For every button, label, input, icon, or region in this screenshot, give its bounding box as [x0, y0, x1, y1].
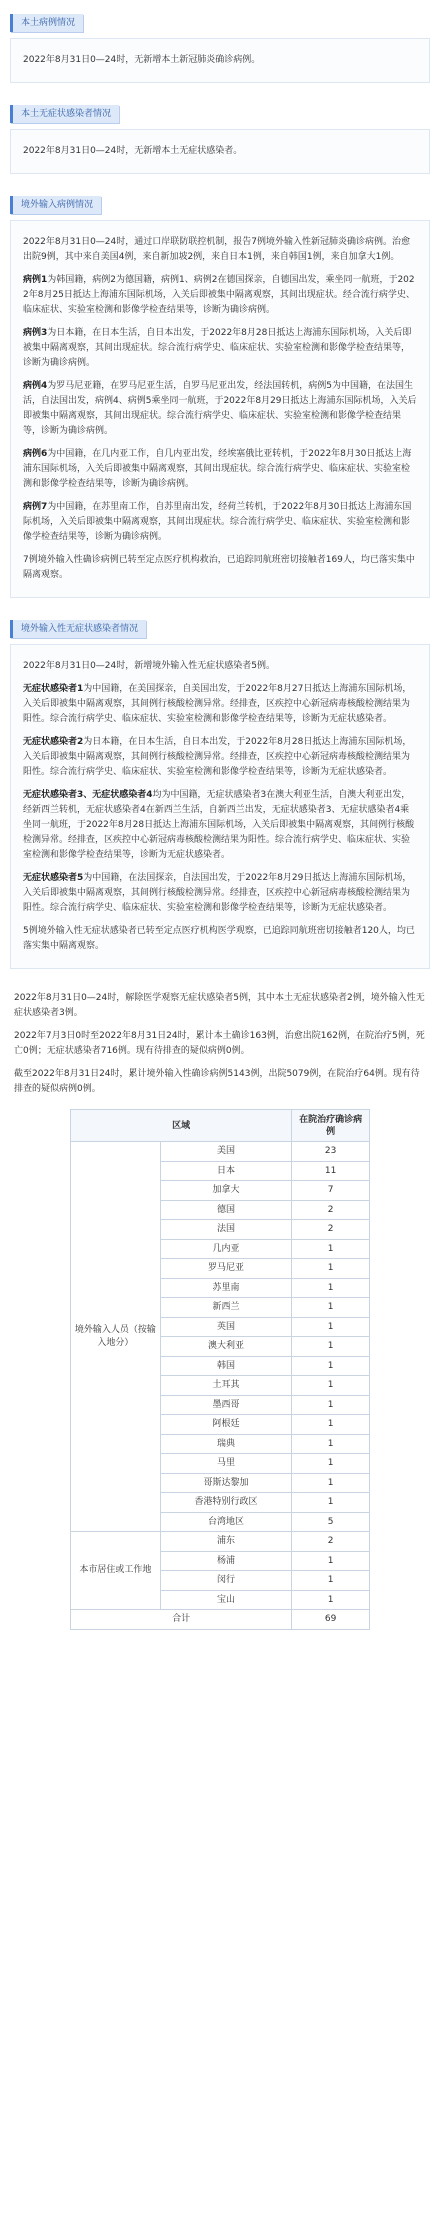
case-count-cell: 23 — [292, 1142, 370, 1162]
region-name-cell: 瑞典 — [160, 1434, 292, 1454]
table-row — [71, 1142, 370, 1162]
imported-asymptomatic-box — [10, 644, 430, 969]
section-tag-imported-cases: 境外输入病例情况 — [10, 196, 101, 214]
summary-block — [8, 983, 432, 1097]
table-group-cell: 本市居住或工作地 — [71, 1532, 161, 1610]
region-name-cell: 香港特别行政区 — [160, 1493, 292, 1513]
region-name-cell: 杨浦 — [160, 1551, 292, 1571]
region-name-cell: 阿根廷 — [160, 1415, 292, 1435]
case-lead: 病例4 — [23, 381, 48, 391]
case-count-cell: 5 — [292, 1512, 370, 1532]
case-count-cell: 1 — [292, 1356, 370, 1376]
case-paragraph — [23, 273, 417, 318]
region-name-cell: 马里 — [160, 1454, 292, 1474]
region-name-cell: 德国 — [160, 1200, 292, 1220]
local-cases-text: 2022年8月31日0—24时，无新增本土新冠肺炎确诊病例。 — [23, 55, 261, 65]
case-count-cell: 1 — [292, 1454, 370, 1474]
region-name-cell: 美国 — [160, 1142, 292, 1162]
imported-asymptomatic-intro: 2022年8月31日0—24时，新增境外输入性无症状感染者5例。 — [23, 661, 275, 671]
case-text: 为日本籍，在日本生活，自日本出发，于2022年8月28日抵达上海浦东国际机场，入关后即被集中隔离观察，其间出现症状。综合流行病学史、临床症状、实验室检测和影像学检查结果等，诊断为确诊病例。 — [23, 328, 412, 368]
case-count-cell: 1 — [292, 1278, 370, 1298]
case-count-cell: 1 — [292, 1259, 370, 1279]
case-count-cell: 1 — [292, 1317, 370, 1337]
asymptomatic-lead: 无症状感染者2 — [23, 737, 84, 747]
local-cases-box — [10, 38, 430, 83]
case-paragraph — [23, 326, 417, 371]
asymptomatic-paragraph — [23, 788, 417, 863]
case-count-cell: 1 — [292, 1239, 370, 1259]
header-count: 在院治疗确诊病例 — [292, 1110, 370, 1142]
region-name-cell: 日本 — [160, 1161, 292, 1181]
region-name-cell: 土耳其 — [160, 1376, 292, 1396]
case-count-cell: 1 — [292, 1337, 370, 1357]
total-count-cell: 69 — [292, 1610, 370, 1630]
case-paragraph — [23, 379, 417, 439]
case-lead: 病例3 — [23, 328, 48, 338]
section-tag-imported-asymptomatic: 境外输入性无症状感染者情况 — [10, 620, 146, 638]
imported-cases-intro: 2022年8月31日0—24时，通过口岸联防联控机制，报告7例境外输入性新冠肺炎确诊病例。治愈出院9例，其中来自美国4例，来自新加坡2例，来自日本1例，来自韩国1例，来自加拿大1例。 — [23, 237, 410, 262]
case-count-cell: 1 — [292, 1434, 370, 1454]
case-text: 为中国籍，在几内亚工作，自几内亚出发，经埃塞俄比亚转机，于2022年8月30日抵达上海浦东国际机场，入关后即被集中隔离观察，其间出现症状。综合流行病学史、临床症状、实验室检测和影像学检查结果等，诊断为确诊病例。 — [23, 449, 412, 489]
case-lead: 病例7 — [23, 502, 48, 512]
summary-paragraph: 截至2022年8月31日24时，累计境外输入性确诊病例5143例，出院5079例，在院治疗64例。现有待排查的疑似病例0例。 — [14, 1069, 420, 1094]
imported-cases-closing: 7例境外输入性确诊病例已转至定点医疗机构救治，已追踪同航班密切接触者169人，均已落实集中隔离观察。 — [23, 555, 415, 580]
total-label-cell: 合计 — [71, 1610, 292, 1630]
imported-asymptomatic-closing: 5例境外输入性无症状感染者已转至定点医疗机构医学观察，已追踪同航班密切接触者120人，均已落实集中隔离观察。 — [23, 926, 415, 951]
region-name-cell: 澳大利亚 — [160, 1337, 292, 1357]
region-name-cell: 苏里南 — [160, 1278, 292, 1298]
asymptomatic-text: 为中国籍，在法国探亲，自法国出发，于2022年8月29日抵达上海浦东国际机场，入关后即被集中隔离观察，其间例行核酸检测异常。经排查，区疾控中心新冠病毒核酸检测结果为阳性。综合流行病学史、临床症状、实验室检测和影像学检查结果等，诊断为无症状感染者。 — [23, 873, 412, 913]
region-name-cell: 法国 — [160, 1220, 292, 1240]
case-count-cell: 1 — [292, 1298, 370, 1318]
case-count-cell: 11 — [292, 1161, 370, 1181]
asymptomatic-lead: 无症状感染者1 — [23, 684, 84, 694]
asymptomatic-text: 为中国籍，在美国探亲，自美国出发，于2022年8月27日抵达上海浦东国际机场，入关后即被集中隔离观察，其间例行核酸检测异常。经排查，区疾控中心新冠病毒核酸检测结果为阳性。综合流行病学史、临床症状、实验室检测和影像学检查结果等，诊断为无症状感染者。 — [23, 684, 412, 724]
region-name-cell: 台湾地区 — [160, 1512, 292, 1532]
hospitalized-cases-table — [70, 1109, 370, 1630]
case-text: 为中国籍，在苏里南工作，自苏里南出发，经荷兰转机，于2022年8月30日抵达上海浦东国际机场，入关后即被集中隔离观察，其间出现症状。综合流行病学史、临床症状、实验室检测和影像学检查结果等，诊断为确诊病例。 — [23, 502, 412, 542]
asymptomatic-paragraph — [23, 735, 417, 780]
section-tag-local-cases: 本土病例情况 — [10, 14, 83, 32]
summary-paragraph: 2022年7月3日0时至2022年8月31日24时，累计本土确诊163例，治愈出院162例，在院治疗5例，死亡0例；无症状感染者716例。现有待排查的疑似病例0例。 — [14, 1031, 425, 1056]
case-count-cell: 1 — [292, 1473, 370, 1493]
header-region: 区域 — [71, 1110, 292, 1142]
region-name-cell: 宝山 — [160, 1590, 292, 1610]
asymptomatic-paragraph — [23, 871, 417, 916]
case-count-cell: 7 — [292, 1181, 370, 1201]
region-name-cell: 几内亚 — [160, 1239, 292, 1259]
case-count-cell: 2 — [292, 1532, 370, 1552]
case-text: 为罗马尼亚籍，在罗马尼亚生活，自罗马尼亚出发，经法国转机，病例5为中国籍，在法国生活，自法国出发，病例4、病例5乘坐同一航班，于2022年8月29日抵达上海浦东国际机场，入关后即被集中隔离观察，其间出现症状。综合流行病学史、临床症状、实验室检测和影像学检查结果等，诊断为确诊病例。 — [23, 381, 417, 436]
case-count-cell: 2 — [292, 1200, 370, 1220]
region-name-cell: 英国 — [160, 1317, 292, 1337]
table-total-row — [71, 1610, 370, 1630]
table-header-row — [71, 1110, 370, 1142]
case-count-cell: 1 — [292, 1395, 370, 1415]
imported-cases-box — [10, 220, 430, 598]
local-asymptomatic-text: 2022年8月31日0—24时，无新增本土无症状感染者。 — [23, 146, 243, 156]
case-paragraph — [23, 447, 417, 492]
summary-paragraph: 2022年8月31日0—24时，解除医学观察无症状感染者5例，其中本土无症状感染者2例，境外输入性无症状感染者3例。 — [14, 993, 425, 1018]
asymptomatic-paragraph — [23, 682, 417, 727]
case-text: 为韩国籍，病例2为德国籍，病例1、病例2在德国探亲，自德国出发，乘坐同一航班，于2022年8月25日抵达上海浦东国际机场，入关后即被集中隔离观察，其间出现症状。经合流行病学史、临床症状、实验室检测和影像学检查结果等，诊断为确诊病例。 — [23, 275, 415, 315]
region-name-cell: 哥斯达黎加 — [160, 1473, 292, 1493]
region-name-cell: 韩国 — [160, 1356, 292, 1376]
section-tag-local-asymptomatic: 本土无症状感染者情况 — [10, 105, 119, 123]
region-name-cell: 墨西哥 — [160, 1395, 292, 1415]
case-count-cell: 1 — [292, 1376, 370, 1396]
case-count-cell: 1 — [292, 1493, 370, 1513]
case-count-cell: 2 — [292, 1220, 370, 1240]
case-paragraph — [23, 500, 417, 545]
region-name-cell: 罗马尼亚 — [160, 1259, 292, 1279]
case-count-cell: 1 — [292, 1590, 370, 1610]
region-name-cell: 浦东 — [160, 1532, 292, 1552]
asymptomatic-text: 为日本籍，在日本生活，自日本出发，于2022年8月28日抵达上海浦东国际机场，入关后即被集中隔离观察，其间例行核酸检测异常。经排查，区疾控中心新冠病毒核酸检测结果为阳性。综合流行病学史、临床症状、实验室检测和影像学检查结果等，诊断为无症状感染者。 — [23, 737, 412, 777]
region-name-cell: 新西兰 — [160, 1298, 292, 1318]
case-lead: 病例6 — [23, 449, 48, 459]
case-lead: 病例1 — [23, 275, 48, 285]
local-asymptomatic-box — [10, 129, 430, 174]
region-name-cell: 加拿大 — [160, 1181, 292, 1201]
case-count-cell: 1 — [292, 1415, 370, 1435]
case-count-cell: 1 — [292, 1551, 370, 1571]
table-body — [71, 1142, 370, 1630]
asymptomatic-text: 均为中国籍，无症状感染者3在澳大利亚生活，自澳大利亚出发，经新西兰转机，无症状感染者4在新西兰生活，自新西兰出发，无症状感染者3、无症状感染者4乘坐同一航班，于2022年8月28日抵达上海浦东国际机场，入关后即被集中隔离观察，其间例行核酸检测异常。经排查，区疾控中心新冠病毒核酸检测结果为阳性。综合流行病学史、临床症状、实验室检测和影像学检查结果等，诊断为无症状感染者。 — [23, 790, 415, 860]
table-row — [71, 1532, 370, 1552]
region-name-cell: 闵行 — [160, 1571, 292, 1591]
asymptomatic-lead: 无症状感染者3、无症状感染者4 — [23, 790, 153, 800]
case-count-cell: 1 — [292, 1571, 370, 1591]
table-group-cell: 境外输入人员（按输入地分） — [71, 1142, 161, 1532]
asymptomatic-lead: 无症状感染者5 — [23, 873, 84, 883]
